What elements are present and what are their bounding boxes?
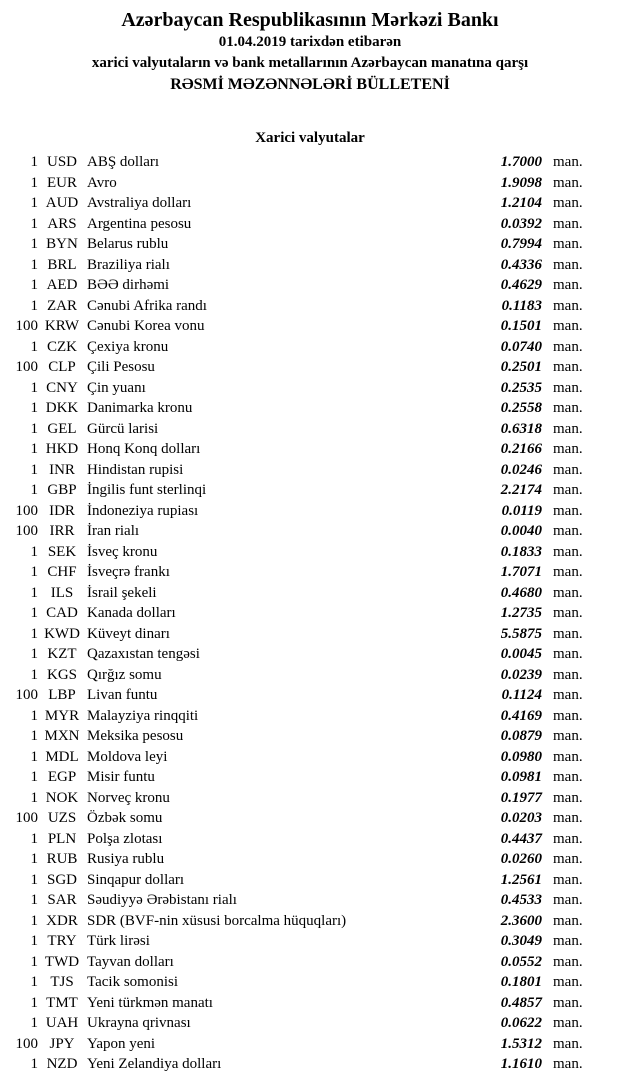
quantity-cell: 1 <box>30 543 38 560</box>
quantity-cell: 1 <box>30 277 38 293</box>
rate-cell: 0.4169 <box>500 707 542 724</box>
table-row <box>0 255 590 276</box>
unit-cell: man. <box>553 707 583 724</box>
currency-name-cell: Çexiya kronu <box>87 338 169 355</box>
rate-cell: 1.5312 <box>500 1035 542 1052</box>
currency-name-cell: Belarus rublu <box>87 236 169 252</box>
quantity-cell: 100 <box>15 1035 38 1052</box>
quantity-cell: 1 <box>30 400 38 416</box>
table-row <box>0 460 590 481</box>
table-row <box>0 378 590 399</box>
table-row <box>0 357 590 378</box>
quantity-cell: 100 <box>15 318 38 334</box>
quantity-cell: 1 <box>30 646 38 662</box>
currency-code-cell: GBP <box>47 482 77 498</box>
table-row <box>0 439 590 460</box>
table-row <box>0 808 590 829</box>
currency-code-cell: KRW <box>44 318 80 334</box>
rate-cell: 0.0879 <box>500 728 542 744</box>
currency-code-cell: SGD <box>46 871 77 888</box>
currency-name-cell: Braziliya rialı <box>87 256 170 273</box>
unit-cell: man. <box>553 953 583 970</box>
currency-code-cell: AUD <box>45 195 79 211</box>
currency-code-cell: EUR <box>47 174 77 191</box>
rate-cell: 0.1833 <box>500 543 542 560</box>
table-row <box>0 193 590 214</box>
rate-cell: 0.0246 <box>500 461 542 478</box>
unit-cell: man. <box>553 933 583 949</box>
rate-cell: 0.0119 <box>501 502 542 519</box>
quantity-cell: 1 <box>30 871 38 888</box>
currency-code-cell: CZK <box>47 338 77 355</box>
unit-cell: man. <box>553 605 583 621</box>
table-row <box>0 152 590 173</box>
currency-code-cell: XDR <box>46 912 78 929</box>
table-row <box>0 890 590 911</box>
quantity-cell: 1 <box>30 236 38 252</box>
currency-code-cell: NOK <box>45 789 79 806</box>
unit-cell: man. <box>553 318 583 334</box>
table-row <box>0 952 590 973</box>
quantity-cell: 100 <box>15 523 38 539</box>
unit-cell: man. <box>553 625 583 642</box>
currency-name-cell: Argentina pesosu <box>87 215 192 232</box>
currency-name-cell: Norveç kronu <box>87 789 170 806</box>
unit-cell: man. <box>553 830 583 847</box>
currency-name-cell: Kanada dolları <box>87 605 176 621</box>
rate-cell: 0.7994 <box>500 236 542 252</box>
quantity-cell: 1 <box>30 441 38 457</box>
currency-name-cell: İsveçrə frankı <box>87 564 170 580</box>
rate-cell: 0.1501 <box>500 318 542 334</box>
quantity-cell: 1 <box>30 953 38 970</box>
unit-cell: man. <box>553 789 583 806</box>
table-row <box>0 173 590 194</box>
rate-cell: 0.0740 <box>500 338 542 355</box>
unit-cell: man. <box>553 1035 583 1052</box>
quantity-cell: 1 <box>30 974 38 990</box>
table-row <box>0 747 590 768</box>
quantity-cell: 1 <box>30 728 38 744</box>
currency-code-cell: BYN <box>46 236 78 252</box>
currency-code-cell: LBP <box>48 687 76 703</box>
currency-name-cell: Honq Konq dolları <box>87 441 201 457</box>
unit-cell: man. <box>553 400 583 416</box>
currency-name-cell: İran rialı <box>87 523 140 539</box>
currency-code-cell: KZT <box>47 646 77 662</box>
rate-cell: 0.0239 <box>500 666 542 683</box>
quantity-cell: 1 <box>30 933 38 949</box>
quantity-cell: 1 <box>30 379 38 396</box>
table-row <box>0 316 590 337</box>
rate-cell: 0.0203 <box>500 810 542 826</box>
currency-name-cell: Tacik somonisi <box>87 974 179 990</box>
currency-name-cell: Polşa zlotası <box>87 830 163 847</box>
unit-cell: man. <box>553 236 583 252</box>
unit-cell: man. <box>553 195 583 211</box>
bulletin-page <box>0 8 620 1081</box>
currency-name-cell: SDR (BVF-nin xüsusi borcalma hüquqları) <box>87 912 347 929</box>
currency-code-cell: GEL <box>47 420 77 437</box>
quantity-cell: 1 <box>30 994 38 1011</box>
unit-cell: man. <box>553 461 583 478</box>
table-row <box>0 521 590 542</box>
unit-cell: man. <box>553 994 583 1011</box>
currency-code-cell: CAD <box>46 605 78 621</box>
currency-name-cell: İsrail şekeli <box>87 584 157 601</box>
currency-code-cell: KGS <box>46 666 77 683</box>
quantity-cell: 1 <box>30 584 38 601</box>
table-row <box>0 337 590 358</box>
quantity-cell: 100 <box>15 810 38 826</box>
table-row <box>0 788 590 809</box>
table-row <box>0 829 590 850</box>
effective-date-line: 01.04.2019 tarixdən etibarən <box>218 34 402 50</box>
unit-cell: man. <box>553 728 583 744</box>
unit-cell: man. <box>553 769 583 785</box>
quantity-cell: 1 <box>30 830 38 847</box>
currency-name-cell: Avro <box>87 174 117 191</box>
currency-name-cell: Hindistan rupisi <box>87 461 184 478</box>
rate-cell: 0.0980 <box>500 748 542 765</box>
rate-cell: 0.1977 <box>500 789 542 806</box>
quantity-cell: 1 <box>30 912 38 929</box>
bulletin-title: RƏSMİ MƏZƏNNƏLƏRİ BÜLLETENİ <box>170 76 450 93</box>
rate-cell: 1.7071 <box>500 564 542 580</box>
rate-cell: 0.1183 <box>501 297 542 314</box>
unit-cell: man. <box>553 420 583 437</box>
currency-code-cell: ILS <box>50 584 74 601</box>
rates-table <box>0 152 590 1075</box>
rate-cell: 0.1801 <box>500 974 542 990</box>
unit-cell: man. <box>553 441 583 457</box>
currency-name-cell: Gürcü larisi <box>87 420 159 437</box>
unit-cell: man. <box>553 379 583 396</box>
rate-cell: 1.2104 <box>500 195 542 211</box>
quantity-cell: 1 <box>30 625 38 642</box>
quantity-cell: 100 <box>15 359 38 375</box>
table-row <box>0 931 590 952</box>
currency-code-cell: MXN <box>44 728 80 744</box>
unit-cell: man. <box>553 1015 583 1031</box>
quantity-cell: 1 <box>30 789 38 806</box>
currency-name-cell: Yeni Zelandiya dolları <box>87 1056 222 1072</box>
rate-cell: 0.2535 <box>500 379 542 396</box>
quantity-cell: 1 <box>30 564 38 580</box>
currency-name-cell: Səudiyyə Ərəbistanı rialı <box>87 892 237 908</box>
unit-cell: man. <box>553 543 583 560</box>
currency-name-cell: Ukrayna qrivnası <box>87 1015 191 1031</box>
rate-cell: 0.4533 <box>500 892 542 908</box>
table-row <box>0 849 590 870</box>
currency-name-cell: Meksika pesosu <box>87 728 184 744</box>
quantity-cell: 1 <box>30 420 38 437</box>
currency-name-cell: İsveç kronu <box>87 543 158 560</box>
unit-cell: man. <box>553 687 583 703</box>
rate-cell: 0.2166 <box>500 441 542 457</box>
currency-name-cell: Çili Pesosu <box>87 359 155 375</box>
unit-cell: man. <box>553 256 583 273</box>
currency-name-cell: Moldova leyi <box>87 748 168 765</box>
currency-name-cell: Sinqapur dolları <box>87 871 185 888</box>
currency-code-cell: ZAR <box>47 297 77 314</box>
currency-code-cell: IDR <box>49 502 75 519</box>
unit-cell: man. <box>553 297 583 314</box>
quantity-cell: 100 <box>15 687 38 703</box>
currency-code-cell: PLN <box>47 830 77 847</box>
table-row <box>0 214 590 235</box>
currency-code-cell: UZS <box>47 810 77 826</box>
table-row <box>0 501 590 522</box>
currency-code-cell: SEK <box>47 543 77 560</box>
quantity-cell: 1 <box>30 851 38 867</box>
unit-cell: man. <box>553 584 583 601</box>
rate-cell: 1.7000 <box>500 154 542 170</box>
rate-cell: 2.2174 <box>500 482 542 498</box>
currency-code-cell: INR <box>49 461 75 478</box>
unit-cell: man. <box>553 277 583 293</box>
currency-code-cell: KWD <box>44 625 80 642</box>
currency-code-cell: DKK <box>45 400 79 416</box>
rate-cell: 0.4680 <box>500 584 542 601</box>
currency-code-cell: JPY <box>49 1035 75 1052</box>
currency-name-cell: BƏƏ dirhəmi <box>87 277 170 293</box>
unit-cell: man. <box>553 666 583 683</box>
unit-cell: man. <box>553 174 583 191</box>
currency-code-cell: ARS <box>47 215 77 232</box>
table-row <box>0 767 590 788</box>
currency-name-cell: Qırğız somu <box>87 666 162 683</box>
currency-code-cell: NZD <box>46 1056 78 1072</box>
rate-cell: 1.2561 <box>500 871 542 888</box>
quantity-cell: 1 <box>30 215 38 232</box>
currency-name-cell: Özbək somu <box>87 810 163 826</box>
rate-cell: 0.2558 <box>500 400 542 416</box>
unit-cell: man. <box>553 502 583 519</box>
table-row <box>0 726 590 747</box>
currency-name-cell: Tayvan dolları <box>87 953 174 970</box>
currency-code-cell: MDL <box>45 748 79 765</box>
currency-name-cell: Türk lirəsi <box>87 933 150 949</box>
rate-cell: 0.0260 <box>500 851 542 867</box>
unit-cell: man. <box>553 871 583 888</box>
unit-cell: man. <box>553 523 583 539</box>
table-row <box>0 1054 590 1075</box>
currency-code-cell: CNY <box>46 379 78 396</box>
unit-cell: man. <box>553 482 583 498</box>
quantity-cell: 100 <box>15 502 38 519</box>
currency-code-cell: UAH <box>45 1015 79 1031</box>
table-row <box>0 296 590 317</box>
quantity-cell: 1 <box>30 769 38 785</box>
currency-name-cell: İngilis funt sterlinqi <box>87 482 207 498</box>
unit-cell: man. <box>553 892 583 908</box>
table-row <box>0 685 590 706</box>
quantity-cell: 1 <box>30 482 38 498</box>
currency-code-cell: USD <box>46 154 77 170</box>
unit-cell: man. <box>553 646 583 662</box>
rate-cell: 1.9098 <box>500 174 542 191</box>
table-row <box>0 583 590 604</box>
scope-line: xarici valyutaların və bank metallarının Azərbaycan manatına qarşı <box>91 55 529 71</box>
currency-name-cell: Misir funtu <box>87 769 155 785</box>
rate-cell: 5.5875 <box>500 625 542 642</box>
table-row <box>0 234 590 255</box>
table-row <box>0 870 590 891</box>
currency-code-cell: EGP <box>47 769 77 785</box>
rate-cell: 0.4629 <box>500 277 542 293</box>
unit-cell: man. <box>553 215 583 232</box>
table-row <box>0 480 590 501</box>
currency-code-cell: AED <box>46 277 78 293</box>
currency-name-cell: ABŞ dolları <box>87 154 160 170</box>
currency-code-cell: BRL <box>47 256 77 273</box>
quantity-cell: 1 <box>30 1056 38 1072</box>
unit-cell: man. <box>553 338 583 355</box>
unit-cell: man. <box>553 851 583 867</box>
currency-code-cell: TMT <box>46 994 78 1011</box>
rate-cell: 0.0040 <box>500 523 542 539</box>
rate-cell: 0.4857 <box>500 994 542 1011</box>
unit-cell: man. <box>553 912 583 929</box>
unit-cell: man. <box>553 974 583 990</box>
quantity-cell: 1 <box>30 1015 38 1031</box>
currency-name-cell: Qazaxıstan tengəsi <box>87 646 200 662</box>
currency-code-cell: CLP <box>48 359 76 375</box>
unit-cell: man. <box>553 564 583 580</box>
table-row <box>0 911 590 932</box>
rate-cell: 0.6318 <box>500 420 542 437</box>
currency-name-cell: Malayziya rinqqiti <box>87 707 199 724</box>
quantity-cell: 1 <box>30 748 38 765</box>
unit-cell: man. <box>553 154 583 170</box>
bank-title: Azərbaycan Respublikasının Mərkəzi Bankı <box>121 9 499 31</box>
table-row <box>0 562 590 583</box>
currency-code-cell: TJS <box>50 974 74 990</box>
currency-name-cell: Avstraliya dolları <box>87 195 192 211</box>
currency-name-cell: Livan funtu <box>87 687 158 703</box>
quantity-cell: 1 <box>30 154 38 170</box>
table-row <box>0 624 590 645</box>
quantity-cell: 1 <box>30 707 38 724</box>
currency-name-cell: Çin yuanı <box>87 379 146 396</box>
currency-name-cell: İndoneziya rupiası <box>87 502 199 519</box>
rate-cell: 2.3600 <box>500 912 542 929</box>
table-row <box>0 665 590 686</box>
table-row <box>0 398 590 419</box>
currency-name-cell: Cənubi Afrika randı <box>87 297 207 314</box>
rate-cell: 0.2501 <box>500 359 542 375</box>
table-row <box>0 603 590 624</box>
rate-cell: 0.3049 <box>500 933 542 949</box>
table-row <box>0 706 590 727</box>
table-row <box>0 1034 590 1055</box>
currency-name-cell: Yeni türkmən manatı <box>87 994 213 1011</box>
quantity-cell: 1 <box>30 461 38 478</box>
unit-cell: man. <box>553 810 583 826</box>
rate-cell: 1.2735 <box>500 605 542 621</box>
currency-code-cell: MYR <box>44 707 80 724</box>
rate-cell: 0.0622 <box>500 1015 542 1031</box>
rate-cell: 0.1124 <box>501 687 542 703</box>
table-row <box>0 542 590 563</box>
currency-name-cell: Rusiya rublu <box>87 851 165 867</box>
currency-code-cell: CHF <box>47 564 77 580</box>
table-row <box>0 1013 590 1034</box>
rate-cell: 0.0045 <box>500 646 542 662</box>
currency-name-cell: Küveyt dinarı <box>87 625 170 642</box>
table-row <box>0 275 590 296</box>
rate-cell: 0.4336 <box>500 256 542 273</box>
rate-cell: 0.0552 <box>500 953 542 970</box>
unit-cell: man. <box>553 1056 583 1072</box>
currency-name-cell: Cənubi Korea vonu <box>87 318 205 334</box>
quantity-cell: 1 <box>30 892 38 908</box>
rate-cell: 1.1610 <box>500 1056 542 1072</box>
section-title-foreign-currencies: Xarici valyutalar <box>255 130 365 146</box>
table-row <box>0 644 590 665</box>
currency-name-cell: Yapon yeni <box>87 1035 156 1052</box>
currency-code-cell: TWD <box>44 953 80 970</box>
currency-code-cell: IRR <box>49 523 75 539</box>
quantity-cell: 1 <box>30 666 38 683</box>
table-row <box>0 419 590 440</box>
rate-cell: 0.0392 <box>500 215 542 232</box>
table-row <box>0 993 590 1014</box>
quantity-cell: 1 <box>30 256 38 273</box>
unit-cell: man. <box>553 748 583 765</box>
quantity-cell: 1 <box>30 605 38 621</box>
rate-cell: 0.0981 <box>500 769 542 785</box>
currency-code-cell: RUB <box>46 851 78 867</box>
quantity-cell: 1 <box>30 195 38 211</box>
currency-code-cell: TRY <box>47 933 77 949</box>
quantity-cell: 1 <box>30 297 38 314</box>
currency-code-cell: SAR <box>47 892 77 908</box>
unit-cell: man. <box>553 359 583 375</box>
rate-cell: 0.4437 <box>500 830 542 847</box>
quantity-cell: 1 <box>30 174 38 191</box>
currency-name-cell: Danimarka kronu <box>87 400 193 416</box>
currency-code-cell: HKD <box>45 441 79 457</box>
quantity-cell: 1 <box>30 338 38 355</box>
table-row <box>0 972 590 993</box>
